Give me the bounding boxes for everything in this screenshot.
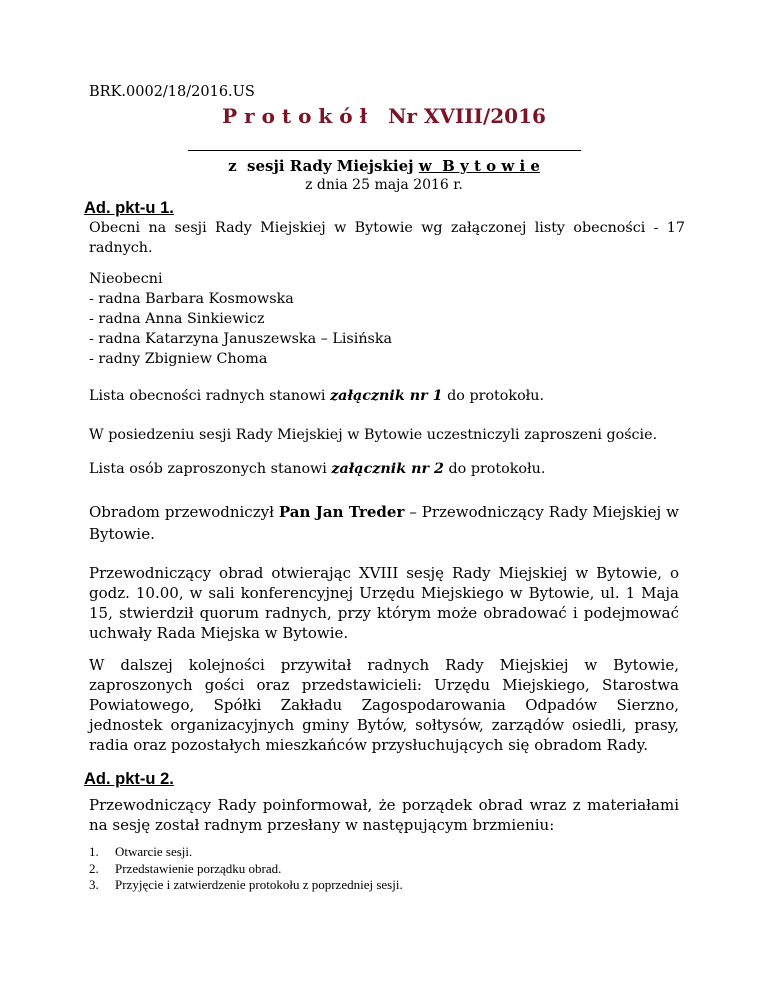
absent-label: Nieobecni (89, 271, 163, 287)
document-reference: BRK.0002/18/2016.US (89, 84, 255, 100)
welcome-paragraph: W dalszej kolejności przywitał radnych Rady Miejskiej w Bytowie, zaproszonych gości oraz przedstawicieli: Urzędu Miejskiego, Starostwa Powiatowego, Spółki Zakładu Zagospodarowania Odpadów Sierzno, jednostek organizacyjnych gminy Bytów, sołtysów, zarządów osiedli, prasy, radia oraz pozostałych mieszkańców przysłuchujących się obradom Rady. (89, 656, 679, 754)
session-date: z dnia 25 maja 2016 r. (305, 177, 463, 193)
attendance-paragraph: Obecni na sesji Rady Miejskiej w Bytowie wg załączonej listy obecności - 17 radnych. (89, 220, 685, 256)
list-item: 1. Otwarcie sesji. (89, 844, 193, 859)
attachment-1: załącznik nr 1 (330, 388, 443, 404)
attendance-list-paragraph: Lista obecności radnych stanowi załącznik nr 1 do protokołu. (89, 388, 545, 404)
list-item: 2. Przedstawienie porządku obrad. (89, 860, 282, 876)
absent-item: - radna Katarzyna Januszewska – Lisińska (89, 331, 393, 347)
section-2-heading: Ad. pkt-u 2. (84, 770, 174, 788)
chair-name: Pan Jan Treder (278, 503, 405, 521)
section-1-heading: Ad. pkt-u 1. (84, 199, 174, 217)
absent-block (89, 269, 679, 369)
document-subtitle (0, 157, 768, 175)
subtitle-place: w B y t o w i e (418, 157, 540, 175)
opening-paragraph: Przewodniczący obrad otwierając XVIII sesję Rady Miejskiej w Bytowie, o godz. 10.00, w sali konferencyjnej Urzędu Miejskiego w Bytowie, ul. 1 Maja 15, stwierdził quorum radnych, przy którym może obradować i podejmować uchwały Rada Miejska w Bytowie. (89, 564, 679, 642)
document-title: P r o t o k ó ł Nr XVIII/2016 (222, 104, 546, 128)
title-rule (188, 150, 581, 151)
agenda-intro-paragraph: Przewodniczący Rady poinformował, że porządek obrad wraz z materiałami na sesję został radnym przesłany w następującym brzmieniu: (89, 796, 679, 834)
guests-list-paragraph: Lista osób zaproszonych stanowi załącznik nr 2 do protokołu. (89, 461, 546, 477)
attachment-2: załącznik nr 2 (331, 461, 444, 477)
absent-item: - radna Anna Sinkiewicz (89, 311, 265, 327)
absent-item: - radna Barbara Kosmowska (89, 291, 294, 307)
chair-paragraph: Obradom przewodniczył Pan Jan Treder – Przewodniczący Rady Miejskiej w Bytowie. (89, 503, 679, 543)
subtitle-prefix: z sesji Rady Miejskiej (228, 157, 419, 175)
agenda-list (89, 844, 403, 894)
absent-item: - radny Zbigniew Choma (89, 351, 268, 367)
guests-paragraph: W posiedzeniu sesji Rady Miejskiej w Bytowie uczestniczyli zaproszeni goście. (89, 427, 658, 443)
list-item: 3. Przyjęcie i zatwierdzenie protokołu z poprzedniej sesji. (89, 877, 403, 892)
